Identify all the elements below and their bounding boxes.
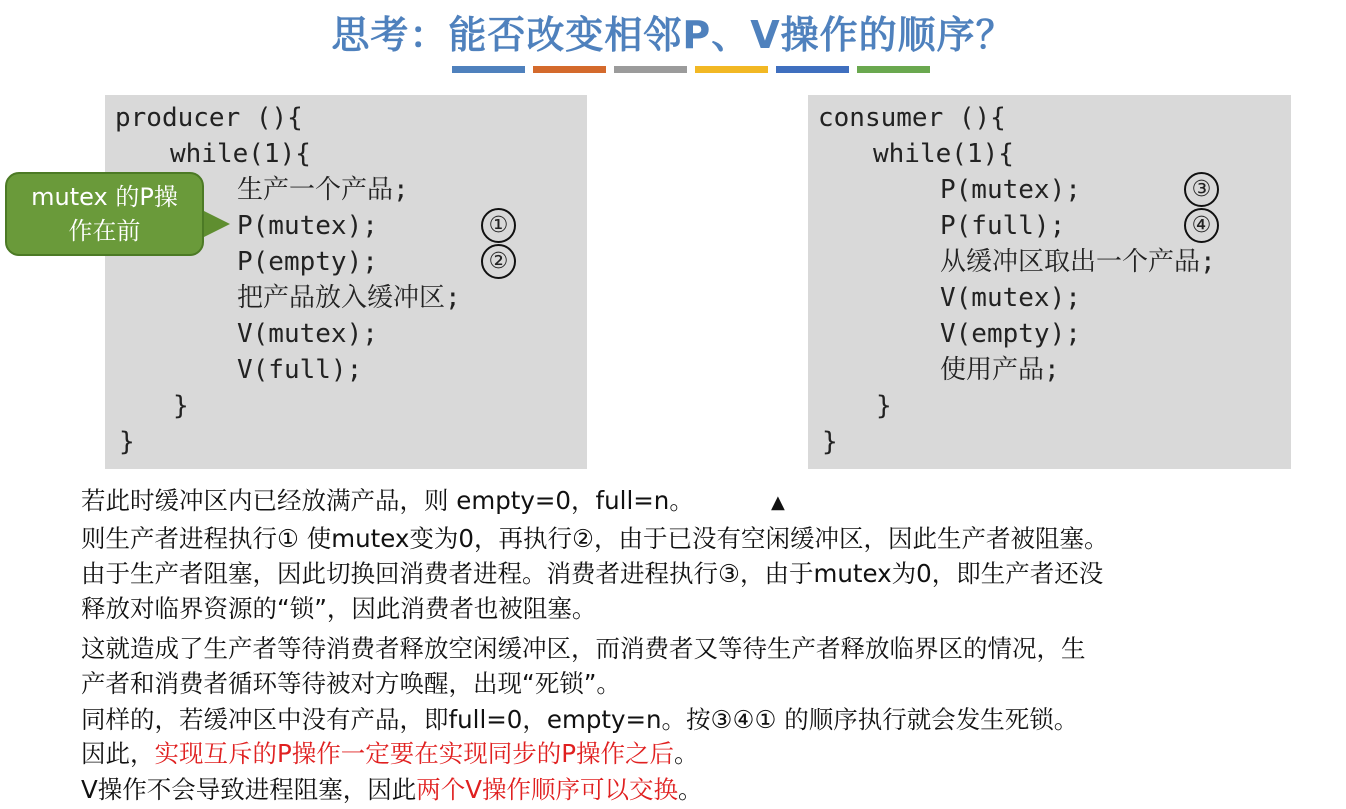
title-bar-1 — [452, 66, 525, 73]
code-line: 使用产品; — [940, 355, 1060, 385]
code-line: 从缓冲区取出一个产品; — [940, 247, 1216, 277]
code-line: } — [876, 391, 892, 421]
conclusion-highlight: 两个V操作顺序可以交换 — [416, 775, 679, 804]
explanation-line: 产者和消费者循环等待被对方唤醒，出现“死锁”。 — [81, 669, 621, 698]
explanation-line: 释放对临界资源的“锁”，因此消费者也被阻塞。 — [81, 594, 597, 623]
step-marker-4: ④ — [1184, 208, 1219, 243]
title-color-bars — [452, 66, 930, 73]
conclusion-suffix: 。 — [678, 775, 703, 804]
conclusion-highlight: 实现互斥的P操作一定要在实现同步的P操作之后 — [154, 739, 675, 768]
code-line: V(empty); — [940, 319, 1081, 349]
code-line: } — [822, 427, 838, 457]
code-line: producer (){ — [115, 103, 303, 133]
title-bar-4 — [695, 66, 768, 73]
consumer-code-box — [808, 95, 1291, 469]
code-line: V(mutex); — [940, 283, 1081, 313]
code-line: while(1){ — [873, 139, 1014, 169]
code-line: P(mutex); — [940, 175, 1081, 205]
conclusion-line-1 — [81, 738, 699, 770]
producer-code-box — [105, 95, 587, 469]
title-bar-2 — [533, 66, 606, 73]
code-line: 把产品放入缓冲区; — [237, 283, 461, 313]
step-marker-1: ① — [481, 208, 516, 243]
mouse-cursor-icon: ▲ — [771, 492, 785, 513]
code-line: consumer (){ — [818, 103, 1006, 133]
code-line: P(empty); — [237, 247, 378, 277]
explanation-line: 这就造成了生产者等待消费者释放空闲缓冲区，而消费者又等待生产者释放临界区的情况，生 — [81, 634, 1086, 663]
code-line: V(full); — [237, 355, 363, 385]
conclusion-suffix: 。 — [674, 739, 699, 768]
explanation-line: 同样的，若缓冲区中没有产品，即full=0，empty=n。按③④① 的顺序执行就会发生死锁。 — [81, 705, 1079, 734]
code-line: while(1){ — [170, 139, 311, 169]
code-line: P(full); — [940, 211, 1066, 241]
conclusion-line-2 — [81, 774, 703, 806]
code-line: P(mutex); — [237, 211, 378, 241]
explanation-line: 若此时缓冲区内已经放满产品，则 empty=0，full=n。 — [81, 486, 694, 515]
conclusion-prefix: 因此， — [81, 739, 155, 768]
slide-title: 思考：能否改变相邻P、V操作的顺序？ — [331, 13, 1015, 57]
code-line: V(mutex); — [237, 319, 378, 349]
mutex-callout — [5, 172, 204, 256]
title-bar-6 — [857, 66, 930, 73]
callout-pointer — [202, 210, 230, 238]
code-line: 生产一个产品; — [237, 175, 409, 205]
explanation-line: 由于生产者阻塞，因此切换回消费者进程。消费者进程执行③，由于mutex为0，即生产者还没 — [81, 559, 1104, 588]
code-line: } — [173, 391, 189, 421]
callout-line-1: mutex 的P操 — [31, 183, 178, 211]
step-marker-3: ③ — [1184, 172, 1219, 207]
title-bar-5 — [776, 66, 849, 73]
title-bar-3 — [614, 66, 687, 73]
callout-line-2: 作在前 — [68, 217, 141, 245]
conclusion-prefix: V操作不会导致进程阻塞，因此 — [81, 775, 417, 804]
explanation-line: 则生产者进程执行① 使mutex变为0，再执行②，由于已没有空闲缓冲区，因此生产者被阻塞。 — [81, 524, 1109, 553]
step-marker-2: ② — [481, 244, 516, 279]
code-line: } — [119, 427, 135, 457]
